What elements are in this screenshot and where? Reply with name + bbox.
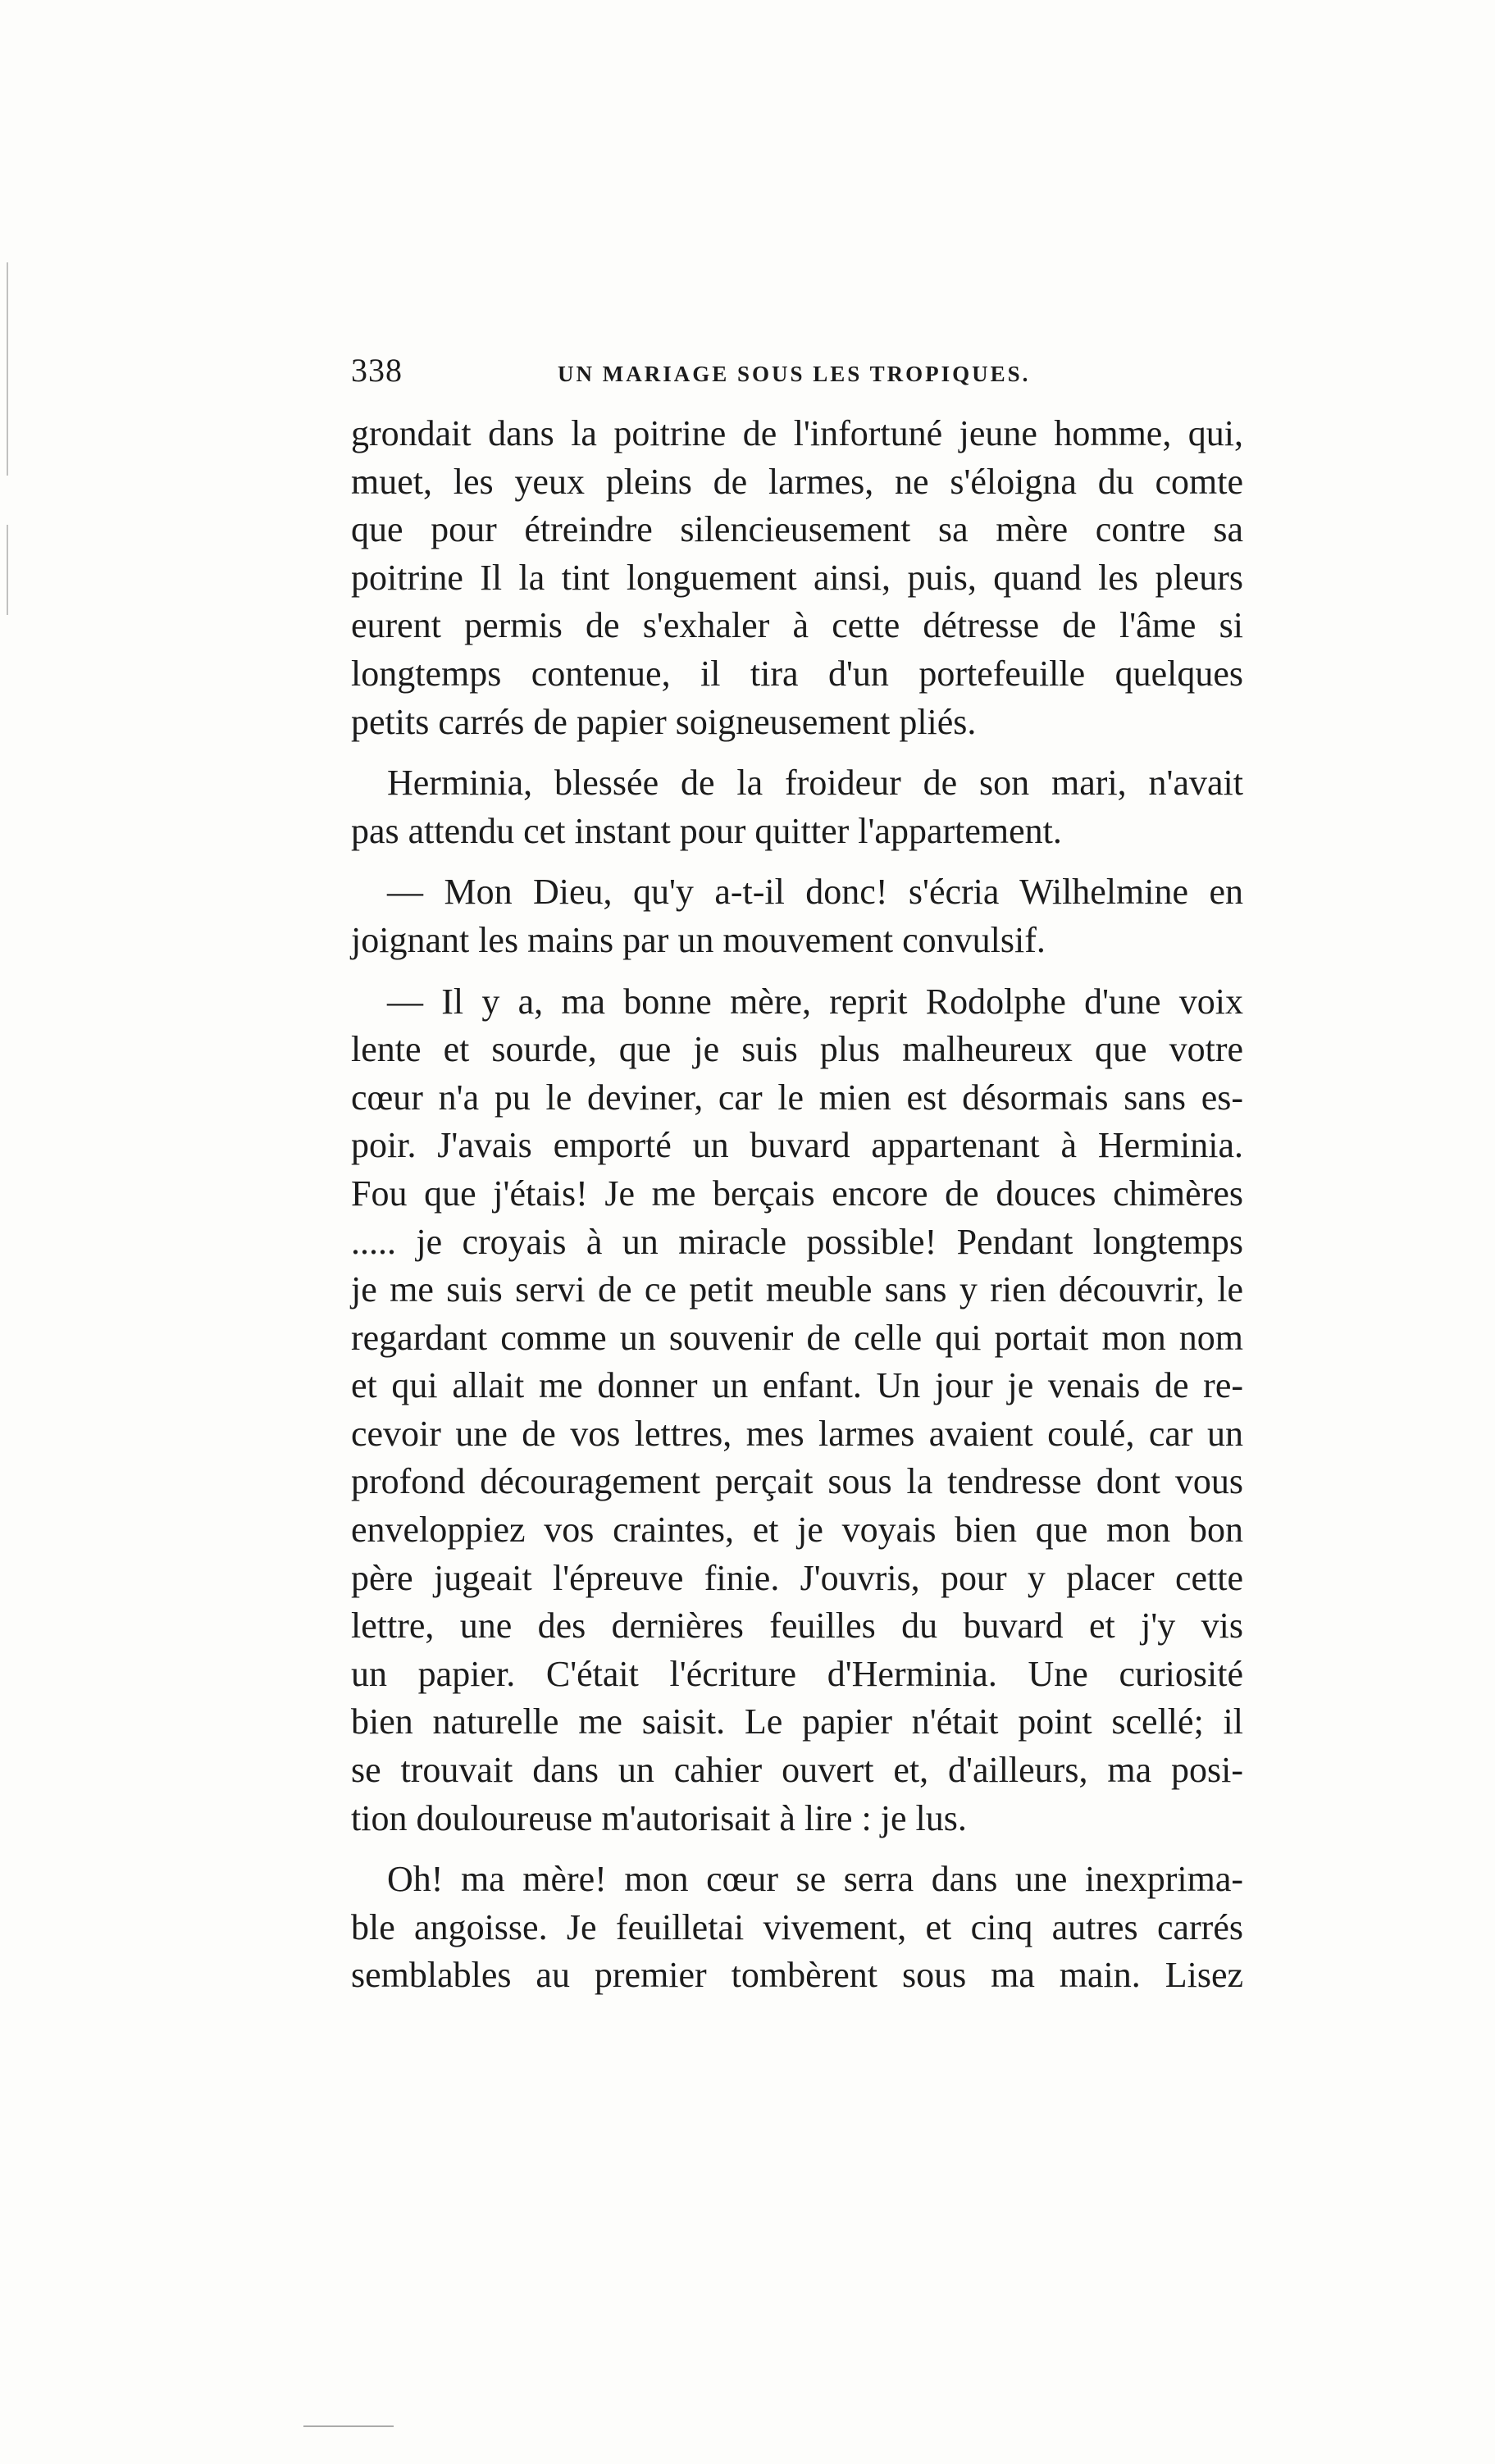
text-line: tion douloureuse m'autorisait à lire : je lus. [351,1797,967,1838]
scan-artifact-bottom-rule [303,2425,394,2427]
running-head [351,351,1243,400]
paragraph [351,868,1243,964]
text-line: grondait dans la poitrine de l'infortuné jeune homme, qui, [351,413,1243,453]
text-line: lettre, une des dernières feuilles du buvard et j'y vis [351,1605,1243,1646]
text-line: enveloppiez vos craintes, et je voyais bien que mon bon [351,1510,1243,1551]
scan-edge-mark [7,525,8,615]
text-line: poir. J'avais emporté un buvard appartenant à Herminia. [351,1125,1243,1166]
text-line: Oh! ma mère! mon cœur se serra dans une inexprima- [387,1859,1243,1900]
paragraph [351,410,1243,746]
text-line: petits carrés de papier soigneusement pliés. [351,701,977,742]
text-line: père jugeait l'épreuve finie. J'ouvris, pour y placer cette [351,1557,1243,1598]
page-number: 338 [351,352,403,389]
text-line: se trouvait dans un cahier ouvert et, d'ailleurs, ma posi- [351,1750,1243,1791]
paragraph [351,978,1243,1843]
scan-artifact-top [0,0,1495,16]
text-line: et qui allait me donner un enfant. Un jour je venais de re- [351,1365,1243,1406]
scan-edge-mark [7,262,8,476]
text-line: regardant comme un souvenir de celle qui portait mon nom [351,1317,1243,1358]
text-line: Fou que j'étais! Je me berçais encore de douces chimères [351,1173,1243,1214]
text-line: — Mon Dieu, qu'y a-t-il donc! s'écria Wilhelmine en [387,872,1243,913]
text-line: joignant les mains par un mouvement convulsif. [351,919,1046,960]
text-line: ..... je croyais à un miracle possible! Pendant longtemps [351,1221,1243,1262]
scan-artifact-left-edge [0,0,33,2464]
text-line: pas attendu cet instant pour quitter l'appartement. [351,810,1062,851]
text-line: cœur n'a pu le deviner, car le mien est désormais sans es- [351,1077,1243,1118]
text-line: que pour étreindre silencieusement sa mère contre sa [351,509,1243,550]
text-line: bien naturelle me saisit. Le papier n'était point scellé; il [351,1701,1243,1742]
paragraph [351,759,1243,855]
text-line: profond découragement perçait sous la tendresse dont vous [351,1461,1243,1502]
text-line: Herminia, blessée de la froideur de son mari, n'avait [387,763,1243,804]
text-line: poitrine Il la tint longuement ainsi, puis, quand les pleurs [351,557,1243,598]
body-text [351,410,1243,2000]
text-line: ble angoisse. Je feuilletai vivement, et cinq autres carrés [351,1906,1243,1947]
text-line: eurent permis de s'exhaler à cette détresse de l'âme si [351,605,1243,646]
text-line: un papier. C'était l'écriture d'Herminia. Une curiosité [351,1653,1243,1694]
text-line: muet, les yeux pleins de larmes, ne s'éloigna du comte [351,461,1243,502]
text-line: semblables au premier tombèrent sous ma main. Lisez [351,1955,1243,1996]
book-page [351,351,1243,2000]
paragraph [351,1856,1243,2000]
text-line: cevoir une de vos lettres, mes larmes avaient coulé, car un [351,1413,1243,1454]
text-line: je me suis servi de ce petit meuble sans y rien découvrir, le [351,1269,1243,1310]
text-line: — Il y a, ma bonne mère, reprit Rodolphe d'une voix [387,981,1243,1022]
text-line: longtemps contenue, il tira d'un portefeuille quelques [351,653,1243,694]
text-line: lente et sourde, que je suis plus malheureux que votre [351,1029,1243,1070]
running-title: UN MARIAGE SOUS LES TROPIQUES. [558,362,1031,386]
